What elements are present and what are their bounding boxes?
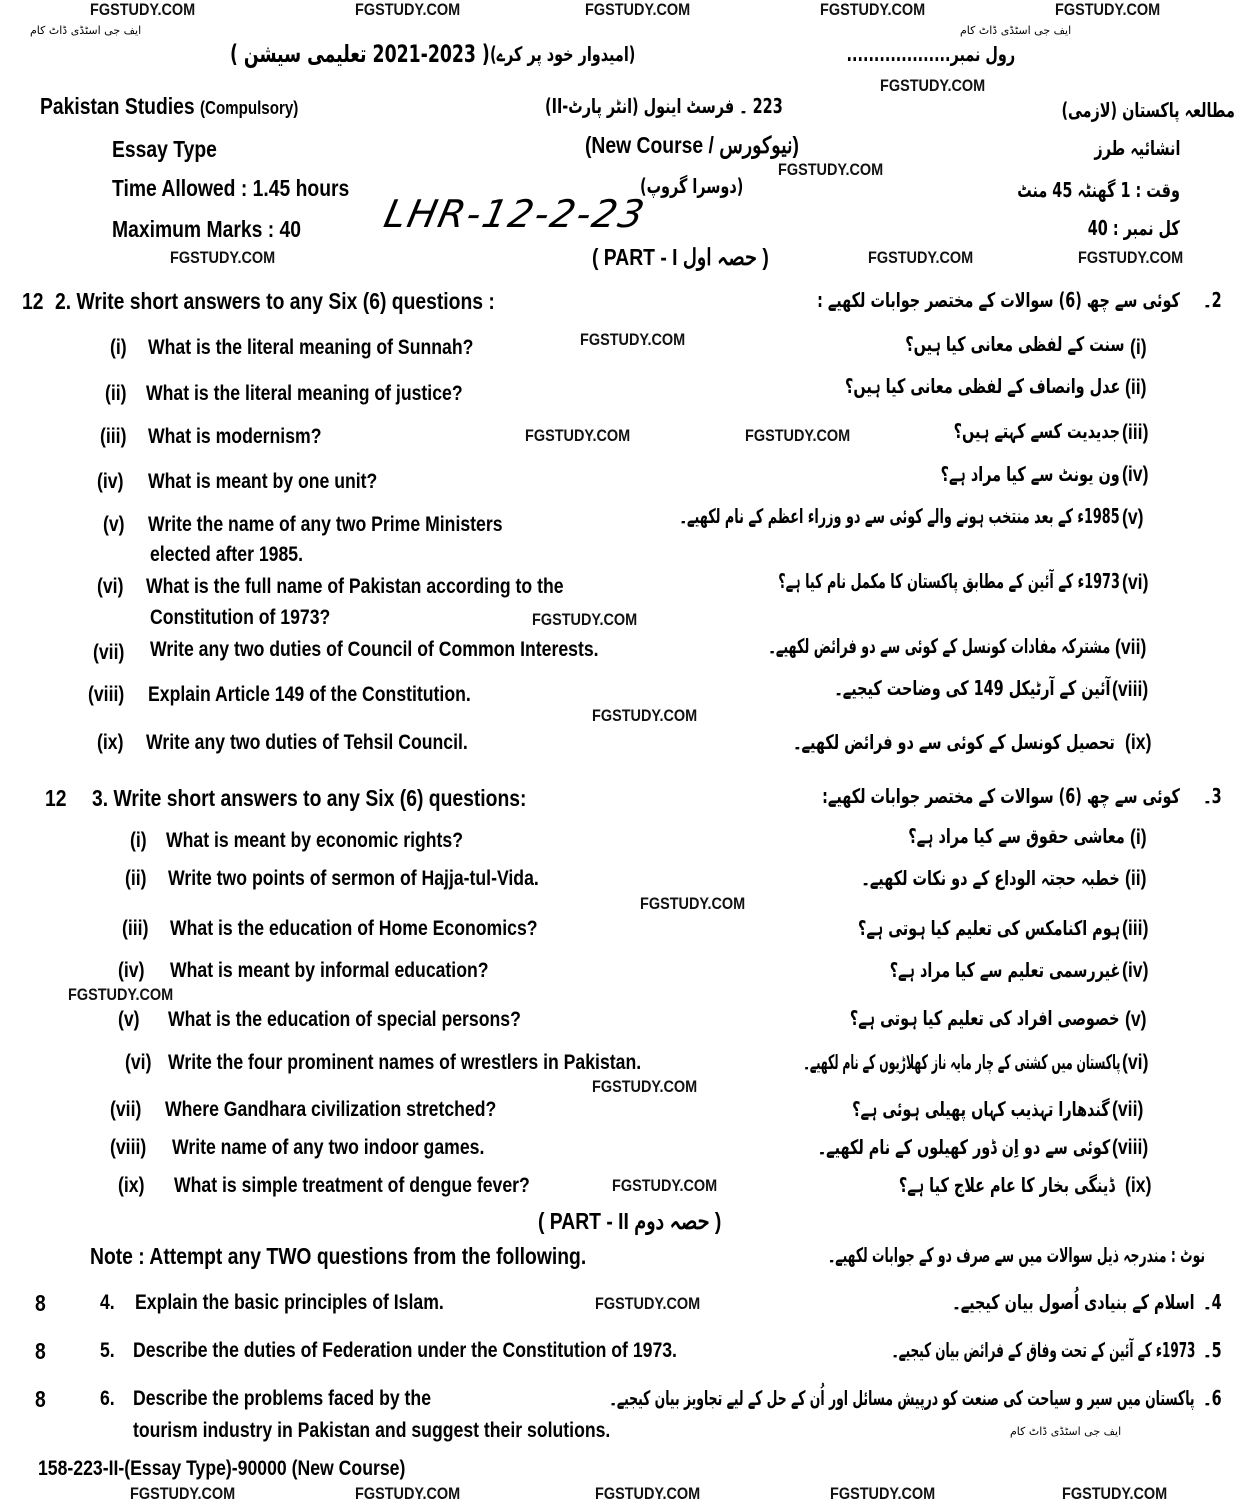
q2-heading-urdu: کوئی سے چھ (6) سوالات کے مختصر جوابات لکھیے :: [817, 288, 1180, 312]
watermark: FGSTUDY.COM: [355, 1484, 461, 1503]
watermark: FGSTUDY.COM: [820, 0, 926, 19]
item-text: Explain Article 149 of the Constitution.: [148, 683, 471, 706]
item-text: Write any two duties of Council of Common Interests.: [150, 638, 599, 661]
watermark: FGSTUDY.COM: [90, 0, 196, 19]
item-text-urdu: مشترکہ مفادات کونسل کے کوئی سے دو فرائض لکھیے۔: [768, 634, 1110, 658]
paper-code-footer: 158-223-II-(Essay Type)-90000 (New Course): [38, 1457, 406, 1480]
handwritten-code: LHR-12-2-23: [380, 192, 650, 236]
item-text-urdu: خطبہ حجتہ الوداع کے دو نکات لکھیے۔: [861, 866, 1120, 890]
maximum-marks: Maximum Marks : 40: [112, 216, 301, 242]
subject-sub: (Compulsory): [199, 98, 299, 118]
subject-en: [40, 93, 298, 121]
item-number: (ii): [125, 867, 147, 890]
item-number: (ii): [105, 382, 127, 405]
item-number-urdu: (ix): [1125, 731, 1152, 754]
item-text-urdu: پاکستان میں کشتی کے چار مایہ ناز کھلاڑیوں کے نام لکھیے۔: [802, 1050, 1120, 1074]
item-number-urdu: (ii): [1125, 376, 1147, 399]
watermark: FGSTUDY.COM: [595, 1484, 701, 1503]
item-text-urdu: گندھارا تہذیب کہاں پھیلی ہوئی ہے؟: [852, 1097, 1110, 1121]
watermark: FGSTUDY.COM: [585, 0, 691, 19]
part-2-title: ( PART - II حصہ دوم ): [538, 1208, 722, 1234]
question-number: 4.: [100, 1291, 115, 1314]
q2-marks: 12: [22, 288, 44, 314]
item-number: (vii): [110, 1098, 142, 1121]
question-number-urdu: 4۔: [1203, 1290, 1222, 1314]
question-text-line2: tourism industry in Pakistan and suggest their solutions.: [133, 1419, 611, 1442]
watermark: FGSTUDY.COM: [130, 1484, 236, 1503]
item-number: (iii): [122, 917, 149, 940]
item-text-urdu: ون یونٹ سے کیا مراد ہے؟: [940, 462, 1120, 486]
watermark: FGSTUDY.COM: [1078, 248, 1184, 267]
q3-heading: 3. Write short answers to any Six (6) questions:: [92, 785, 527, 811]
watermark-urdu: ایف جی اسٹڈی ڈاٹ کام: [960, 24, 1072, 37]
part-1-title: ( PART - I حصہ اول ): [592, 244, 769, 270]
watermark: FGSTUDY.COM: [580, 330, 686, 349]
watermark: FGSTUDY.COM: [532, 610, 638, 629]
item-number: (iv): [97, 470, 124, 493]
item-text-urdu: غیررسمی تعلیم سے کیا مراد ہے؟: [889, 958, 1120, 982]
marks-urdu: کل نمبر : 40: [1088, 216, 1180, 240]
note-urdu: نوٹ : مندرجہ ذیل سوالات میں سے صرف دو کے جوابات لکھیے۔: [828, 1243, 1205, 1267]
item-text: Write two points of sermon of Hajja-tul-Vida.: [168, 867, 539, 890]
roll-number-field: رول نمبر...................: [846, 42, 1015, 66]
item-number-urdu: (v): [1125, 1008, 1147, 1031]
item-number: (i): [130, 829, 147, 852]
item-number-urdu: (vi): [1122, 571, 1149, 594]
item-number: (ix): [118, 1174, 145, 1197]
item-text-urdu: 1985ء کے بعد منتخب ہونے والے کوئی سے دو وزراء اعظم کے نام لکھیے۔: [679, 504, 1120, 528]
question-number: 6.: [100, 1387, 115, 1410]
item-text: What is the full name of Pakistan according to the: [146, 575, 564, 598]
item-text-urdu: خصوصی افراد کی تعلیم کیا ہوتی ہے؟: [850, 1006, 1120, 1030]
q3-heading-urdu: کوئی سے چھ (6) سوالات کے مختصر جوابات لکھیے:: [822, 784, 1180, 808]
item-text: Where Gandhara civilization stretched?: [165, 1098, 497, 1121]
item-text-urdu: جدیدیت کسے کہتے ہیں؟: [953, 419, 1120, 443]
item-number: (iv): [118, 959, 145, 982]
question-text-urdu: اسلام کے بنیادی اُصول بیان کیجیے۔: [952, 1290, 1195, 1314]
item-text-urdu: ہوم اکنامکس کی تعلیم کیا ہوتی ہے؟: [857, 916, 1120, 940]
watermark: FGSTUDY.COM: [1055, 0, 1161, 19]
watermark: FGSTUDY.COM: [68, 985, 174, 1004]
watermark: FGSTUDY.COM: [170, 248, 276, 267]
paper-type-urdu: انشائیہ طرز: [1094, 136, 1180, 160]
item-text: What is meant by one unit?: [148, 470, 378, 493]
item-text: Write name of any two indoor games.: [172, 1136, 485, 1159]
item-number-urdu: (vii): [1115, 636, 1147, 659]
item-number-urdu: (v): [1122, 506, 1144, 529]
item-text-urdu: سنت کے لفظی معانی کیا ہیں؟: [905, 332, 1125, 356]
item-text-urdu: 1973ء کے آئین کے مطابق پاکستان کا مکمل نام کیا ہے؟: [778, 569, 1120, 593]
item-text: What is the literal meaning of Sunnah?: [148, 336, 474, 359]
time-allowed: Time Allowed : 1.45 hours: [112, 175, 350, 201]
subject-name: Pakistan Studies: [40, 93, 195, 119]
item-text-urdu: تحصیل کونسل کے کوئی سے دو فرائض لکھیے۔: [793, 730, 1115, 754]
question-text: Describe the duties of Federation under the Constitution of 1973.: [133, 1339, 677, 1362]
question-marks: 8: [35, 1290, 46, 1316]
group-urdu: (دوسرا گروپ): [640, 174, 744, 198]
item-number-urdu: (vi): [1122, 1051, 1149, 1074]
item-number-urdu: (ii): [1125, 867, 1147, 890]
item-number: (ix): [97, 731, 124, 754]
item-number: (i): [110, 336, 127, 359]
item-text-urdu: عدل وانصاف کے لفظی معانی کیا ہیں؟: [844, 374, 1120, 398]
item-text: What is meant by informal education?: [170, 959, 489, 982]
item-text-urdu: کوئی سے دو اِن ڈور کھیلوں کے نام لکھیے۔: [817, 1135, 1110, 1159]
question-text: Explain the basic principles of Islam.: [135, 1291, 444, 1314]
watermark: FGSTUDY.COM: [595, 1294, 701, 1313]
item-number-urdu: (i): [1130, 826, 1147, 849]
watermark-urdu: ایف جی اسٹڈی ڈاٹ کام: [30, 24, 142, 37]
subject-urdu: مطالعہ پاکستان (لازمی): [1061, 98, 1235, 122]
question-marks: 8: [35, 1386, 46, 1412]
q2-number-urdu: 2۔: [1203, 288, 1222, 312]
item-text-urdu: ڈینگی بخار کا عام علاج کیا ہے؟: [899, 1173, 1115, 1197]
item-number: (vii): [93, 641, 125, 664]
note-en: Note : Attempt any TWO questions from the following.: [90, 1243, 587, 1269]
watermark: FGSTUDY.COM: [745, 426, 851, 445]
question-marks: 8: [35, 1338, 46, 1364]
item-number: (v): [118, 1008, 140, 1031]
q2-heading: 2. Write short answers to any Six (6) questions :: [55, 288, 495, 314]
item-text-urdu: آئین کے آرٹیکل 149 کی وضاحت کیجیے۔: [833, 676, 1110, 700]
watermark: FGSTUDY.COM: [612, 1176, 718, 1195]
question-text-urdu: پاکستان میں سیر و سیاحت کی صنعت کو درپیش مسائل اور اُن کے حل کے لیے تجاویز بیان کیجیے۔: [610, 1386, 1195, 1410]
watermark-urdu: ایف جی اسٹڈی ڈاٹ کام: [1010, 1425, 1122, 1438]
question-number-urdu: 5۔: [1203, 1338, 1222, 1362]
q3-number-urdu: 3۔: [1203, 784, 1222, 808]
watermark: FGSTUDY.COM: [592, 706, 698, 725]
q3-marks: 12: [45, 785, 67, 811]
watermark: FGSTUDY.COM: [355, 0, 461, 19]
watermark: FGSTUDY.COM: [1062, 1484, 1168, 1503]
item-number-urdu: (viii): [1112, 1136, 1149, 1159]
item-number: (vi): [125, 1051, 152, 1074]
watermark: FGSTUDY.COM: [640, 894, 746, 913]
item-text: What is the education of Home Economics?: [170, 917, 538, 940]
item-number: (v): [103, 513, 125, 536]
item-text: What is the education of special persons?: [168, 1008, 521, 1031]
question-text: Describe the problems faced by the: [133, 1387, 432, 1410]
item-number-urdu: (iv): [1122, 463, 1149, 486]
item-number-urdu: (vii): [1112, 1098, 1144, 1121]
item-text: What is simple treatment of dengue fever?: [174, 1174, 530, 1197]
item-text-line2: elected after 1985.: [150, 543, 303, 566]
watermark: FGSTUDY.COM: [525, 426, 631, 445]
item-number: (viii): [110, 1136, 147, 1159]
item-text: What is the literal meaning of justice?: [146, 382, 463, 405]
item-number: (viii): [88, 683, 125, 706]
question-number-urdu: 6۔: [1203, 1386, 1222, 1410]
session: ( 2021-2023 تعلیمی سیشن ): [230, 40, 490, 68]
item-number-urdu: (i): [1130, 336, 1147, 359]
item-text-line2: Constitution of 1973?: [150, 606, 331, 629]
item-number-urdu: (iv): [1122, 959, 1149, 982]
item-text: Write any two duties of Tehsil Council.: [146, 731, 468, 754]
item-text: What is meant by economic rights?: [166, 829, 463, 852]
paper-type: Essay Type: [112, 136, 217, 162]
time-urdu: وقت : 1 گھنٹہ 45 منٹ: [1017, 178, 1180, 202]
item-text-urdu: معاشی حقوق سے کیا مراد ہے؟: [908, 824, 1125, 848]
item-text: Write the name of any two Prime Ministers: [148, 513, 503, 536]
watermark: FGSTUDY.COM: [778, 160, 884, 179]
item-number-urdu: (iii): [1122, 421, 1149, 444]
item-number-urdu: (iii): [1122, 917, 1149, 940]
item-text: Write the four prominent names of wrestlers in Pakistan.: [168, 1051, 642, 1074]
exam-title-urdu: 223 ۔ فرسٹ اینول (انٹر پارٹ-II): [545, 94, 783, 118]
question-number: 5.: [100, 1339, 115, 1362]
watermark: FGSTUDY.COM: [830, 1484, 936, 1503]
course-label: (New Course / نیوکورس): [585, 132, 799, 158]
question-text-urdu: 1973ء کے آئین کے تحت وفاق کے فرائض بیان کیجیے۔: [891, 1338, 1195, 1362]
candidate-note: (امیدوار خود پر کرے): [490, 42, 636, 66]
watermark: FGSTUDY.COM: [592, 1077, 698, 1096]
item-text: What is modernism?: [148, 425, 322, 448]
item-number: (vi): [97, 575, 124, 598]
item-number-urdu: (viii): [1112, 678, 1149, 701]
item-number-urdu: (ix): [1125, 1174, 1152, 1197]
watermark: FGSTUDY.COM: [880, 76, 986, 95]
watermark: FGSTUDY.COM: [868, 248, 974, 267]
item-number: (iii): [100, 425, 127, 448]
